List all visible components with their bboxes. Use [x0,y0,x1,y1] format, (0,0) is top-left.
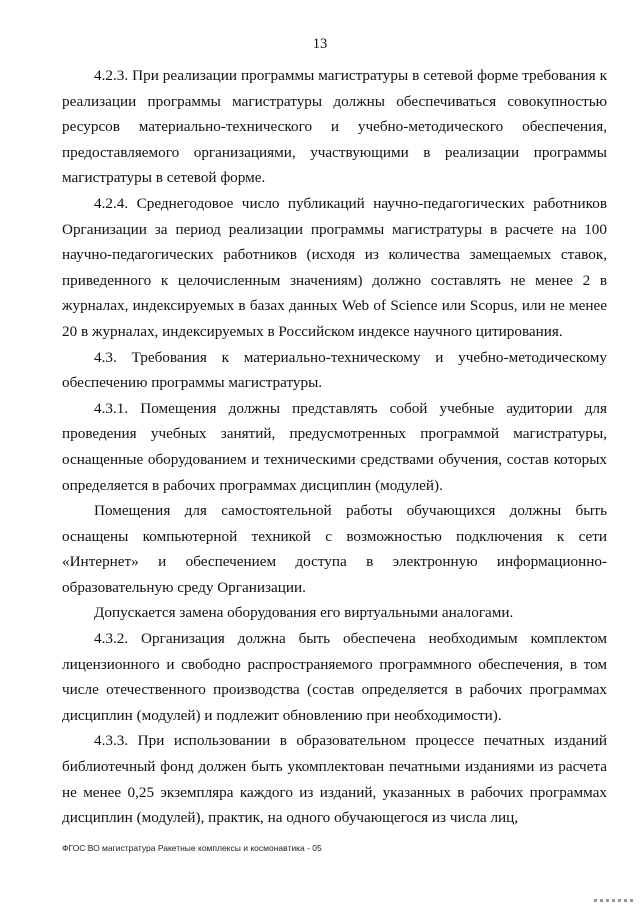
document-body [62,63,607,831]
paragraph-4-2-3: 4.2.3. При реализации программы магистратуры в сетевой форме требования к реализации программы магистратуры должны обеспечиваться совокупностью ресурсов материально-технического и учебно-методического обеспечения, предоставляемого организациями, участвующими в реализации программы магистратуры в сетевой форме. [62,67,607,187]
paragraph-virtual-analogs: Допускается замена оборудования его виртуальными аналогами. [94,604,514,622]
document-footer: ФГОС ВО магистратура Ракетные комплексы и космонавтика - 05 [62,843,322,853]
paragraph-4-3-3: 4.3.3. При использовании в образовательном процессе печатных изданий библиотечный фонд должен быть укомплектован печатными изданиями из расчета не менее 0,25 экземпляра каждого из изданий, указанных в рабочих программах дисциплин (модулей), практик, на одного обучающегося из числа лиц, [62,732,607,827]
paragraph-4-3-2: 4.3.2. Организация должна быть обеспечена необходимым комплектом лицензионного и свободно распространяемого программного обеспечения, в том числе отечественного производства (состав определяется в рабочих программах дисциплин (модулей) и подлежит обновлению при необходимости). [62,630,607,724]
paragraph-4-2-4: 4.2.4. Среднегодовое число публикаций научно-педагогических работников Организации за период реализации программы магистратуры в расчете на 100 научно-педагогических работников (исходя из количества замещаемых ставок, приведенного к целочисленным значениям) должно составлять не менее 2 в журналах, индексируемых в базах данных Web of Science или Scopus, или не менее 20 в журналах, индексируемых в Российском индексе научного цитирования. [62,194,607,340]
paragraph-self-study-rooms: Помещения для самостоятельной работы обучающихся должны быть оснащены компьютерной техникой с возможностью подключения к сети «Интернет» и обеспечением доступа в электронную информационно-образовательную среду Организации. [62,502,607,596]
scan-artifact [594,899,634,902]
paragraph-4-3-1: 4.3.1. Помещения должны представлять собой учебные аудитории для проведения учебных занятий, предусмотренных программой магистратуры, оснащенные оборудованием и техническими средствами обучения, состав которых определяется в рабочих программах дисциплин (модулей). [62,399,607,494]
paragraph-4-3: 4.3. Требования к материально-техническому и учебно-методическому обеспечению программы магистратуры. [62,348,607,392]
page-number: 13 [312,36,328,52]
